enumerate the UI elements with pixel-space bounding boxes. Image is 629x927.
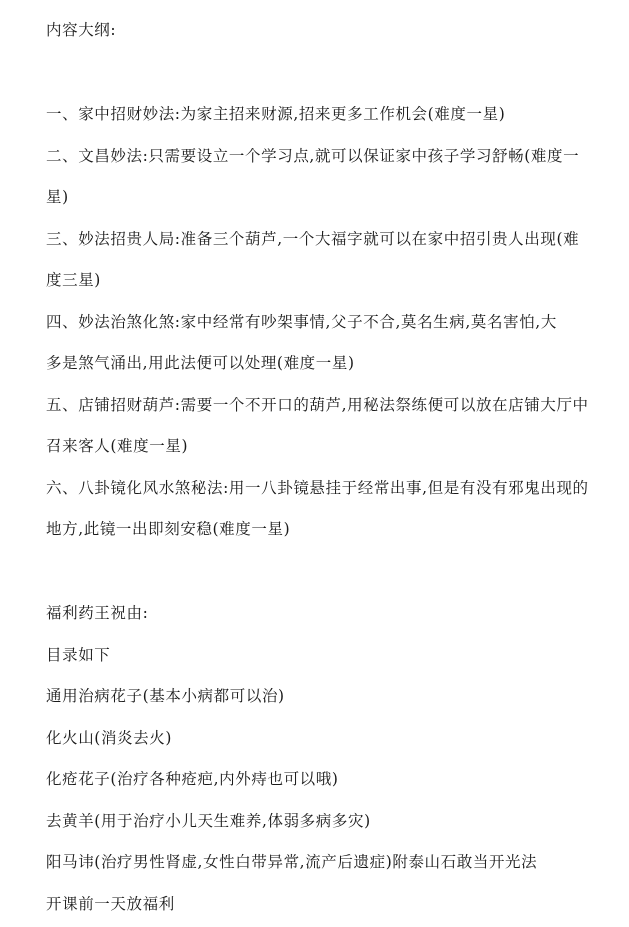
bonus-line-5: 去黄羊(用于治疗小儿天生难养,体弱多病多灾) — [46, 812, 371, 830]
bonus-line-3: 化火山(消炎去火) — [46, 729, 172, 747]
outline-line-2-cont: 星) — [46, 188, 69, 206]
bonus-line-1: 目录如下 — [46, 646, 111, 664]
outline-line-3: 三、妙法招贵人局:准备三个葫芦,一个大福字就可以在家中招引贵人出现(难 — [46, 230, 580, 248]
outline-line-3-cont: 度三星) — [46, 271, 101, 289]
bonus-line-7: 开课前一天放福利 — [46, 895, 175, 913]
outline-line-2: 二、文昌妙法:只需要设立一个学习点,就可以保证家中孩子学习舒畅(难度一 — [46, 147, 580, 165]
outline-line-5-cont: 召来客人(难度一星) — [46, 437, 189, 455]
bonus-heading: 福利药王祝由: — [46, 604, 149, 622]
bonus-line-4: 化疮花子(治疗各种疮疤,内外痔也可以哦) — [46, 770, 339, 788]
outline-line-6: 六、八卦镜化风水煞秘法:用一八卦镜悬挂于经常出事,但是有没有邪鬼出现的 — [46, 479, 589, 497]
outline-line-1: 一、家中招财妙法:为家主招来财源,招来更多工作机会(难度一星) — [46, 105, 506, 123]
outline-line-6-cont: 地方,此镜一出即刻安稳(难度一星) — [46, 520, 291, 538]
outline-heading: 内容大纲: — [46, 21, 117, 39]
outline-line-4-cont: 多是煞气涌出,用此法便可以处理(难度一星) — [46, 354, 355, 372]
outline-line-5: 五、店铺招财葫芦:需要一个不开口的葫芦,用秘法祭练便可以放在店铺大厅中 — [46, 396, 589, 414]
outline-line-4: 四、妙法治煞化煞:家中经常有吵架事情,父子不合,莫名生病,莫名害怕,大 — [46, 313, 557, 331]
bonus-line-2: 通用治病花子(基本小病都可以治) — [46, 687, 285, 705]
bonus-line-6: 阳马讳(治疗男性肾虚,女性白带异常,流产后遗症)附泰山石敢当开光法 — [46, 853, 538, 871]
